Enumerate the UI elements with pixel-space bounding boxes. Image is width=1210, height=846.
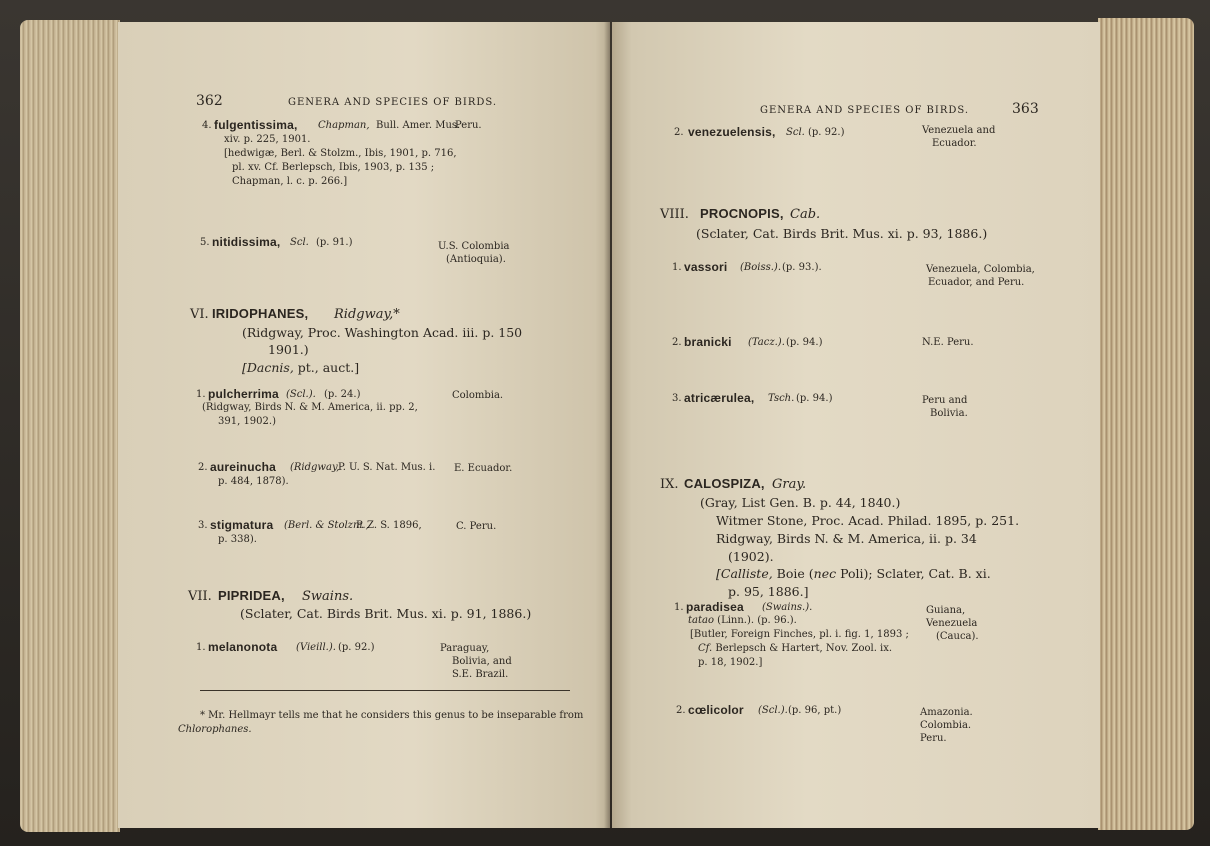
species-name: vassori <box>684 260 728 274</box>
species-name: pulcherrima <box>208 387 279 401</box>
species-name: fulgentissima, <box>214 118 298 132</box>
locality: Amazonia. <box>920 707 973 718</box>
page-number: 363 <box>1012 101 1039 117</box>
running-head: GENERA AND SPECIES OF BIRDS. <box>760 105 970 116</box>
species-name: melanonota <box>208 640 278 654</box>
locality: Peru and <box>922 395 968 406</box>
species-name: stigmatura <box>210 518 274 532</box>
genus-name: PROCNOPIS, <box>700 206 784 221</box>
locality: N.E. Peru. <box>922 337 974 348</box>
locality: Colombia. <box>452 390 504 401</box>
locality: Venezuela and <box>922 125 996 136</box>
species-name: nitidissima, <box>212 235 281 249</box>
locality: Peru. <box>455 120 482 131</box>
page-edges-left <box>20 20 120 832</box>
locality: Venezuela, Colombia, <box>926 264 1035 275</box>
species-name: aureinucha <box>210 460 277 474</box>
running-head: GENERA AND SPECIES OF BIRDS. <box>288 97 498 108</box>
right-page: GENERA AND SPECIES OF BIRDS. 363 2. venezuelensis, Scl. (p. 92.) Venezuela and Ecuador. VIII. PROCNOPIS, Cab. (Sclater, Cat. Birds Brit. Mus. xi. p. 93, 1886.) 1. vassori (Boiss.). (p. 93.). Venezuela, Colombia, Ecuador, and Peru. 2. branicki (Tacz.). (p. 94.) N.E. Peru. 3. atricærulea, Tsch. (p. 94.) Peru and Bolivia. IX. CALOSPIZA, Gray. (Gray, List Gen. B. p. 44, 1840.) Witmer Stone, Proc. Acad. Philad. 1895, p. 251. Ridgway, Birds N. & M. America, ii. p. 34 (1902). [Calliste, Boie (nec Poli); Sclater, Cat. B. xi. p. 95, 1886.] 1. paradisea (Swains.). tatao (Linn.). (p. 96.). [Butler, Foreign Finches, pl. i. fig. 1, 1893 ; Cf. Berlepsch & Hartert, Nov. Zool. ix. p. 18, 1902.] Guiana, Venezuela (Cauca). 2. cœlicolor (Scl.). (p. 96, pt.) Amazonia. Colombia. Peru. <box>612 22 1100 828</box>
locality: C. Peru. <box>456 521 497 532</box>
species-name: paradisea <box>686 600 744 614</box>
locality: U.S. Colombia <box>438 241 510 252</box>
locality: Paraguay, <box>440 643 490 654</box>
footnote-rule <box>200 690 570 691</box>
species-name: branicki <box>684 335 732 349</box>
page-number: 362 <box>196 93 223 109</box>
locality: E. Ecuador. <box>454 463 513 474</box>
species-name: atricærulea, <box>684 391 755 405</box>
genus-name: IRIDOPHANES, <box>212 306 309 321</box>
genus-name: CALOSPIZA, <box>684 476 765 491</box>
genus-name: PIPRIDEA, <box>218 588 285 603</box>
species-name: venezuelensis, <box>688 125 776 139</box>
species-name: cœlicolor <box>688 703 744 717</box>
left-page: 362 GENERA AND SPECIES OF BIRDS. 4. fulgentissima, Chapman, Bull. Amer. Mus. Peru. xiv. p. 225, 1901. [hedwigæ, Berl. & Stolzm., Ibis, 1901, p. 716, pl. xv. Cf. Berlepsch, Ibis, 1903, p. 135 ; Chapman, l. c. p. 266.] 5. nitidissima, Scl. (p. 91.) U.S. Colombia (Antioquia). VI. IRIDOPHANES, Ridgway,* (Ridgway, Proc. Washington Acad. iii. p. 150 1901.) [Dacnis, pt., auct.] 1. pulcherrima (Scl.). (p. 24.) Colombia. (Ridgway, Birds N. & M. America, ii. pp. 2, 391, 1902.) 2. aureinucha (Ridgway, P. U. S. Nat. Mus. i. E. Ecuador. p. 484, 1878). 3. stigmatura (Berl. & Stolzm., P. Z. S. 1896, C. Peru. p. 338). VII. PIPRIDEA, Swains. (Sclater, Cat. Birds Brit. Mus. xi. p. 91, 1886.) 1. melanonota (Vieill.). (p. 92.) Paraguay, Bolivia, and S.E. Brazil. * Mr. Hellmayr tells me that he considers this genus to be inseparable from Chlorophanes. <box>118 22 610 828</box>
page-edges-right <box>1098 18 1194 830</box>
locality: Guiana, <box>926 605 966 616</box>
